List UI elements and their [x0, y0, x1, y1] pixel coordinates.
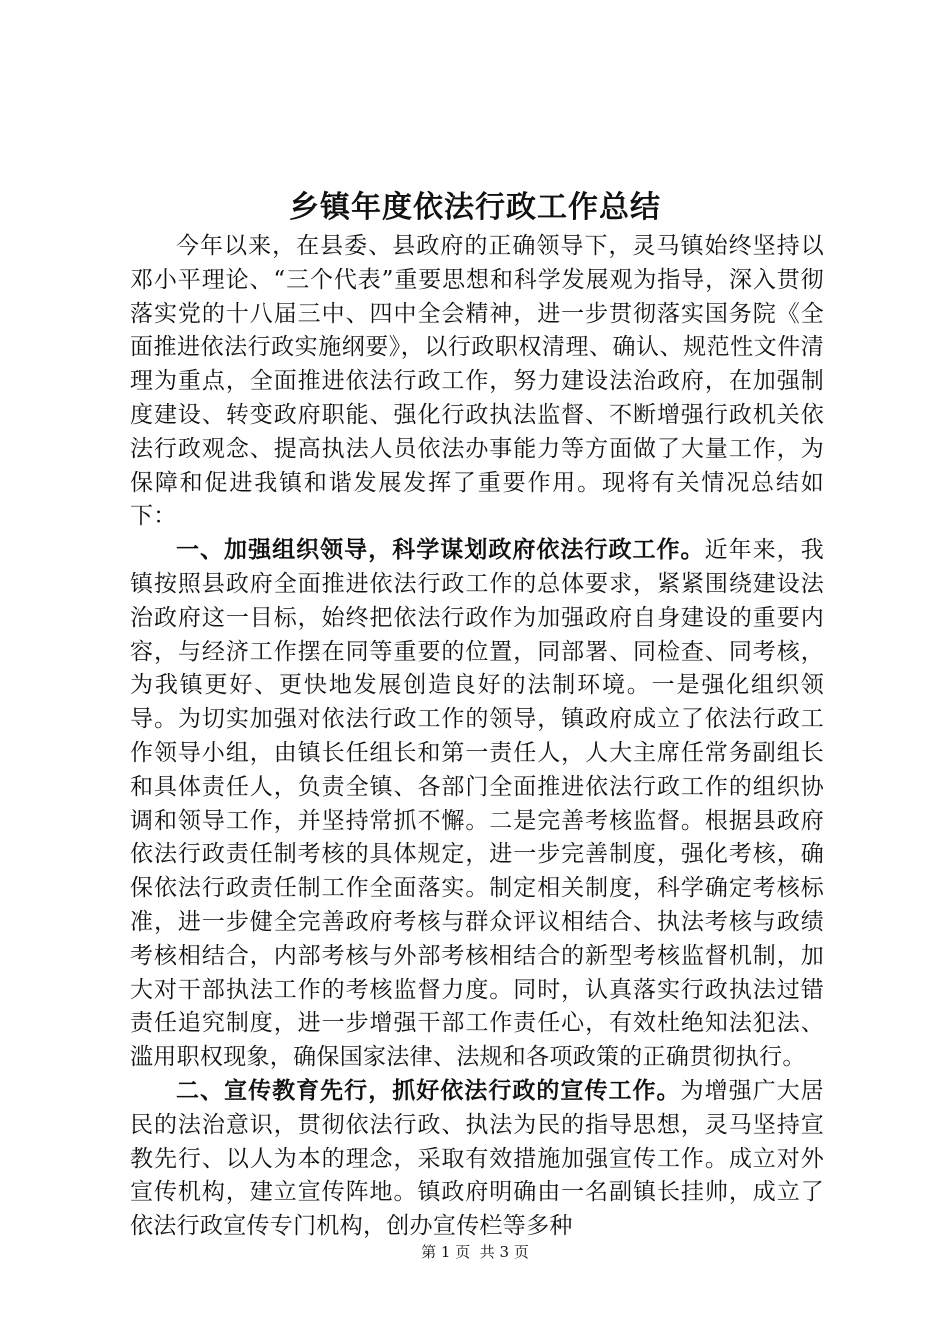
paragraph-intro: [130, 230, 824, 534]
footer-separator: [470, 1243, 480, 1261]
paragraph-section-2: [130, 1075, 824, 1244]
page-footer: [0, 1242, 950, 1262]
page-number: 第 1 页: [421, 1243, 471, 1261]
section-2-text: 为增强广大居民的法治意识，贯彻依法行政、执法为民的指导思想，灵马坚持宣教先行、以人为本的理念，采取有效措施加强宣传工作。成立对外宣传机构，建立宣传阵地。镇政府明确由一名副镇长挂帅，成立了依法行政宣传专门机构，创办宣传栏等多种: [130, 1077, 824, 1240]
document-title: 乡镇年度依法行政工作总结: [289, 190, 661, 225]
section-1-text: 近年来，我镇按照县政府全面推进依法行政工作的总体要求，紧紧围绕建设法治政府这一目标，始终把依法行政作为加强政府自身建设的重要内容，与经济工作摆在同等重要的位置，同部署、同检查、同考核，为我镇更好、更快地发展创造良好的法制环境。一是强化组织领导。为切实加强对依法行政工作的领导，镇政府成立了依法行政工作领导小组，由镇长任组长和第一责任人，人大主席任常务副组长和具体责任人，负责全镇、各部门全面推进依法行政工作的组织协调和领导工作，并坚持常抓不懈。二是完善考核监督。根据县政府依法行政责任制考核的具体规定，进一步完善制度，强化考核，确保依法行政责任制工作全面落实。制定相关制度，科学确定考核标准，进一步健全完善政府考核与群众评议相结合、执法考核与政绩考核相结合，内部考核与外部考核相结合的新型考核监督机制，加大对干部执法工作的考核监督力度。同时，认真落实行政执法过错责任追究制度，进一步增强干部工作责任心，有效杜绝知法犯法、滥用职权现象，确保国家法律、法规和各项政策的正确贯彻执行。: [130, 537, 824, 1071]
paragraph-intro-text: 今年以来，在县委、县政府的正确领导下，灵马镇始终坚持以邓小平理论、“三个代表”重要思想和科学发展观为指导，深入贯彻落实党的十八届三中、四中全会精神，进一步贯彻落实国务院《全面推进依法行政实施纲要》，以行政职权清理、确认、规范性文件清理为重点，全面推进依法行政工作，努力建设法治政府，在加强制度建设、转变政府职能、强化行政执法监督、不断增强行政机关依法行政观念、提高执法人员依法办事能力等方面做了大量工作，为保障和促进我镇和谐发展发挥了重要作用。现将有关情况总结如下：: [130, 233, 824, 530]
section-2-heading: 二、宣传教育先行，抓好依法行政的宣传工作。: [176, 1077, 681, 1104]
section-1-heading: 一、加强组织领导，科学谋划政府依法行政工作。: [176, 537, 705, 564]
paragraph-section-1: [130, 534, 824, 1075]
document-body: [130, 230, 824, 1244]
page-total: 共 3 页: [479, 1243, 529, 1261]
